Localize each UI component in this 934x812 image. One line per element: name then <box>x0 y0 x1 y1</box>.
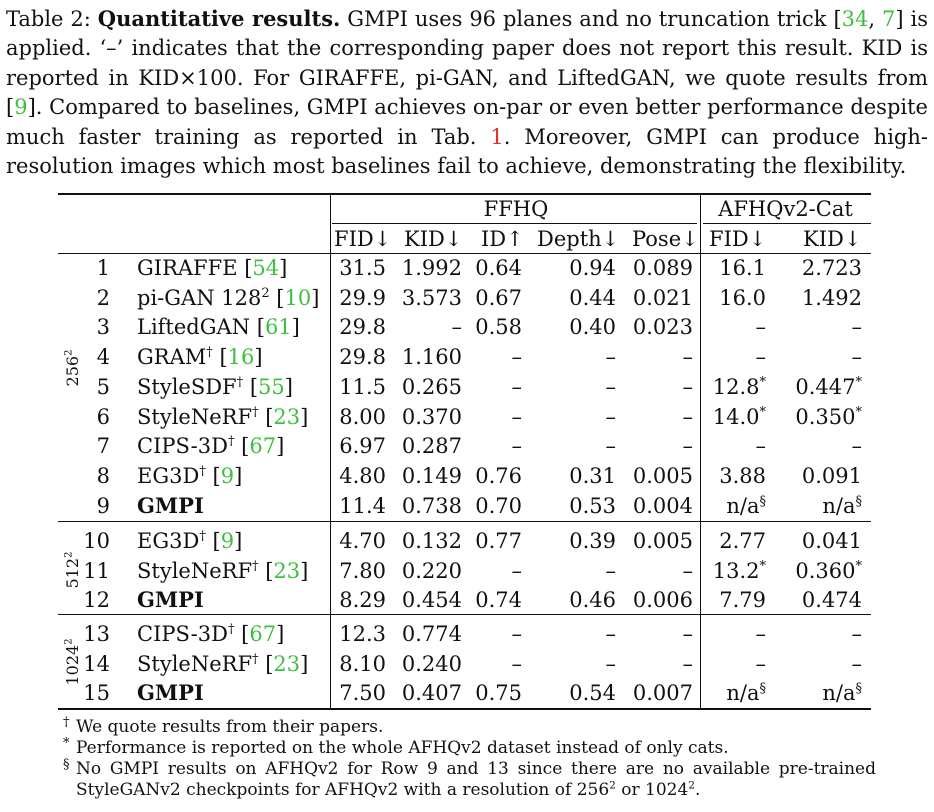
cell-ffhq-fid: 31.5 <box>339 256 386 280</box>
cell-afhq-fid: n/a§ <box>726 681 766 705</box>
cell-afhq-kid: n/a§ <box>822 494 862 518</box>
cell-ffhq-kid: 0.407 <box>401 681 462 705</box>
cell-afhq-kid: 0.360* <box>795 559 862 583</box>
cell-afhq-kid: 0.091 <box>801 464 862 488</box>
cell-ffhq-kid: 1.992 <box>401 256 462 280</box>
cell-ffhq-depth: – <box>605 559 616 583</box>
cell-ffhq-pose: – <box>682 622 693 646</box>
method-name: GRAM† [16] <box>137 345 263 369</box>
caption-text: ]. Compared to baselines, GMPI achieves on-par or even better performance despite much faster training as reported in Tab. <box>6 95 928 149</box>
citation-link[interactable]: 23 <box>273 405 301 429</box>
cell-ffhq-depth: – <box>605 434 616 458</box>
footnote-section: § No GMPI results on AFHQv2 for Row 9 and 13 since there are no available pre-trained StyleGANv2 checkpoints for AFHQv2 with a resolution of $256^2$ or 1024$^2$. <box>63 757 876 800</box>
cell-ffhq-fid: 12.3 <box>339 622 386 646</box>
bottom-rule <box>58 708 871 710</box>
cell-ffhq-kid: 0.220 <box>401 559 462 583</box>
row-index: 15 <box>83 681 110 705</box>
method-name: CIPS-3D† [67] <box>137 622 285 646</box>
cell-ffhq-kid: 0.738 <box>401 494 462 518</box>
cell-ffhq-kid: – <box>451 315 462 339</box>
citation-link[interactable]: 67 <box>249 434 277 458</box>
cell-afhq-fid: – <box>755 652 766 676</box>
row-index: 3 <box>96 315 110 339</box>
row-index: 13 <box>83 622 110 646</box>
cell-afhq-kid: 0.350* <box>795 405 862 429</box>
cell-ffhq-id: – <box>511 405 522 429</box>
citation-link[interactable]: 55 <box>258 375 285 399</box>
cell-afhq-kid: – <box>851 434 862 458</box>
cell-ffhq-kid: 0.454 <box>401 588 462 612</box>
group-rule <box>58 521 871 522</box>
cell-ffhq-pose: – <box>682 345 693 369</box>
cell-afhq-fid: 13.2* <box>712 559 766 583</box>
cell-ffhq-fid: 8.29 <box>339 588 386 612</box>
citation-link[interactable]: 54 <box>252 256 280 280</box>
row-index: 6 <box>96 405 110 429</box>
method-name: GIRAFFE [54] <box>137 256 288 280</box>
cell-ffhq-pose: 0.023 <box>632 315 693 339</box>
row-index: 2 <box>96 286 110 310</box>
cell-ffhq-kid: 0.240 <box>401 652 462 676</box>
col-header-ffhq-depth: Depth↓ <box>537 227 620 251</box>
row-index: 14 <box>83 652 110 676</box>
cell-ffhq-pose: – <box>682 375 693 399</box>
method-name: StyleNeRF† [23] <box>137 652 309 676</box>
cell-ffhq-id: 0.70 <box>475 494 522 518</box>
ffhq-cmidrule <box>332 223 697 224</box>
cell-ffhq-pose: – <box>682 434 693 458</box>
cell-ffhq-id: – <box>511 345 522 369</box>
cell-ffhq-depth: 0.40 <box>569 315 616 339</box>
cell-ffhq-pose: – <box>682 652 693 676</box>
citation-link[interactable]: 9 <box>220 529 235 553</box>
cell-ffhq-fid: 8.10 <box>339 652 386 676</box>
citation-link[interactable]: 23 <box>273 652 301 676</box>
caption-text: ] is applied. ‘–’ indicates that the corresponding paper does not report this result. KID is reported in KID×100. For GIRAFFE, pi-GAN, and LiftedGAN, we quote results from [ <box>6 7 928 120</box>
cell-ffhq-kid: 3.573 <box>401 286 462 310</box>
cell-ffhq-id: – <box>511 652 522 676</box>
cell-ffhq-fid: 8.00 <box>339 405 386 429</box>
cell-ffhq-fid: 29.9 <box>339 286 386 310</box>
cell-ffhq-id: 0.77 <box>475 529 522 553</box>
caption-text: . Moreover, GMPI can produce high-resolution images which most baselines fail to achieve, demonstrating the flexibility. <box>6 124 928 179</box>
cell-ffhq-pose: 0.006 <box>632 588 693 612</box>
citation-link[interactable]: 61 <box>264 315 292 339</box>
cell-afhq-kid: 0.474 <box>801 588 862 612</box>
cell-ffhq-depth: 0.39 <box>569 529 616 553</box>
cell-ffhq-depth: – <box>605 405 616 429</box>
method-name: CIPS-3D† [67] <box>137 434 285 458</box>
cell-ffhq-fid: 7.80 <box>339 559 386 583</box>
citation-link[interactable]: 34 <box>841 7 869 31</box>
method-name: EG3D† [9] <box>137 529 243 553</box>
group-rule <box>58 614 871 615</box>
cell-ffhq-depth: 0.31 <box>569 464 616 488</box>
cell-ffhq-depth: – <box>605 345 616 369</box>
cell-afhq-kid: 0.447* <box>795 375 862 399</box>
cell-ffhq-pose: 0.005 <box>632 464 693 488</box>
cell-afhq-kid: 1.492 <box>801 286 862 310</box>
row-index: 5 <box>96 375 110 399</box>
cell-ffhq-pose: 0.004 <box>632 494 693 518</box>
cell-afhq-fid: – <box>755 434 766 458</box>
cell-ffhq-pose: 0.005 <box>632 529 693 553</box>
cell-ffhq-pose: – <box>682 559 693 583</box>
method-name: GMPI <box>137 493 204 518</box>
cell-ffhq-id: 0.74 <box>475 588 522 612</box>
cell-afhq-fid: – <box>755 622 766 646</box>
method-name: StyleSDF† [55] <box>137 375 293 399</box>
cell-ffhq-kid: 0.370 <box>401 405 462 429</box>
cell-ffhq-depth: 0.54 <box>569 681 616 705</box>
cell-afhq-fid: 3.88 <box>719 464 766 488</box>
method-name: EG3D† [9] <box>137 464 243 488</box>
header-rule <box>58 253 871 254</box>
cell-afhq-kid: 0.041 <box>801 529 862 553</box>
table-reference-link[interactable]: 1 <box>490 124 504 149</box>
footnote-dagger: † We quote results from their papers. <box>63 715 384 737</box>
cell-ffhq-fid: 11.4 <box>339 494 386 518</box>
citation-link[interactable]: 23 <box>273 559 301 583</box>
cell-ffhq-kid: 0.149 <box>401 464 462 488</box>
cell-ffhq-fid: 29.8 <box>339 315 386 339</box>
method-name: LiftedGAN [61] <box>137 315 300 339</box>
citation-link[interactable]: 16 <box>227 345 255 369</box>
cell-ffhq-id: 0.67 <box>475 286 522 310</box>
citation-link[interactable]: 7 <box>882 7 896 31</box>
cell-ffhq-id: 0.76 <box>475 464 522 488</box>
cell-afhq-kid: – <box>851 315 862 339</box>
cell-afhq-fid: 7.79 <box>719 588 766 612</box>
resolution-label-1024: 1024$^2$ <box>63 638 82 686</box>
col-header-ffhq-id: ID↑ <box>481 227 524 251</box>
col-header-ffhq-fid: FID↓ <box>334 227 392 251</box>
row-index: 8 <box>96 464 110 488</box>
afhq-cmidrule <box>703 223 871 224</box>
cell-ffhq-pose: 0.007 <box>632 681 693 705</box>
cell-afhq-fid: – <box>755 315 766 339</box>
cell-ffhq-kid: 0.265 <box>401 375 462 399</box>
cell-afhq-kid: 2.723 <box>801 256 862 280</box>
col-header-ffhq-pose: Pose↓ <box>632 227 699 251</box>
method-name: GMPI <box>137 680 204 705</box>
table-caption <box>6 4 928 181</box>
citation-link[interactable]: 9 <box>220 464 235 488</box>
caption-title: Quantitative results. <box>97 6 341 31</box>
cell-ffhq-fid: 29.8 <box>339 345 386 369</box>
cell-ffhq-depth: – <box>605 622 616 646</box>
cell-ffhq-fid: 4.70 <box>339 529 386 553</box>
citation-link[interactable]: 67 <box>249 622 277 646</box>
method-name: StyleNeRF† [23] <box>137 559 309 583</box>
afhq-header: AFHQv2-Cat <box>718 197 853 221</box>
caption-text: GMPI uses 96 planes and no truncation trick [ <box>347 7 842 31</box>
row-index: 7 <box>96 434 110 458</box>
cell-ffhq-depth: 0.94 <box>569 256 616 280</box>
cell-ffhq-kid: 0.774 <box>401 622 462 646</box>
cell-ffhq-depth: 0.44 <box>569 286 616 310</box>
cell-ffhq-depth: 0.53 <box>569 494 616 518</box>
cell-ffhq-id: – <box>511 622 522 646</box>
cell-ffhq-id: 0.75 <box>475 681 522 705</box>
row-index: 11 <box>83 559 110 583</box>
cell-ffhq-kid: 1.160 <box>401 345 462 369</box>
caption-label: Table 2: <box>6 7 91 31</box>
method-name: GMPI <box>137 587 204 612</box>
cell-ffhq-fid: 6.97 <box>339 434 386 458</box>
cell-afhq-fid: 12.8* <box>712 375 766 399</box>
cell-afhq-kid: – <box>851 652 862 676</box>
resolution-label-512: $512^2$ <box>63 551 82 589</box>
cell-ffhq-fid: 7.50 <box>339 681 386 705</box>
cell-afhq-kid: n/a§ <box>822 681 862 705</box>
cell-ffhq-kid: 0.132 <box>401 529 462 553</box>
col-header-afhq-kid: KID↓ <box>803 227 862 251</box>
cell-ffhq-id: – <box>511 559 522 583</box>
cell-ffhq-pose: – <box>682 405 693 429</box>
cell-ffhq-depth: 0.46 <box>569 588 616 612</box>
cell-ffhq-pose: 0.089 <box>632 256 693 280</box>
col-header-ffhq-kid: KID↓ <box>404 227 463 251</box>
top-rule <box>58 193 871 195</box>
cell-ffhq-fid: 11.5 <box>339 375 386 399</box>
cell-afhq-kid: – <box>851 622 862 646</box>
citation-link[interactable]: 10 <box>284 286 312 310</box>
cell-ffhq-id: 0.64 <box>475 256 522 280</box>
cell-ffhq-id: – <box>511 375 522 399</box>
method-name: pi-GAN $128^2$ [10] <box>137 286 320 310</box>
row-index: 4 <box>96 345 110 369</box>
cell-afhq-fid: – <box>755 345 766 369</box>
cell-ffhq-depth: – <box>605 375 616 399</box>
row-index: 12 <box>83 588 110 612</box>
cell-afhq-fid: 2.77 <box>719 529 766 553</box>
cell-afhq-fid: 14.0* <box>712 405 766 429</box>
footnote-asterisk: * Performance is reported on the whole AFHQv2 dataset instead of only cats. <box>63 736 729 758</box>
cell-ffhq-id: 0.58 <box>475 315 522 339</box>
cell-afhq-kid: – <box>851 345 862 369</box>
row-index: 10 <box>83 529 110 553</box>
cell-afhq-fid: 16.1 <box>719 256 766 280</box>
ffhq-header: FFHQ <box>483 197 549 221</box>
row-index: 9 <box>96 494 110 518</box>
cell-ffhq-id: – <box>511 434 522 458</box>
col-header-afhq-fid: FID↓ <box>709 227 767 251</box>
caption-text: , <box>868 7 882 31</box>
cell-ffhq-depth: – <box>605 652 616 676</box>
cell-ffhq-kid: 0.287 <box>401 434 462 458</box>
row-index: 1 <box>96 256 110 280</box>
cell-ffhq-pose: 0.021 <box>632 286 693 310</box>
cell-ffhq-fid: 4.80 <box>339 464 386 488</box>
citation-link[interactable]: 9 <box>14 95 28 120</box>
method-name: StyleNeRF† [23] <box>137 405 309 429</box>
cell-afhq-fid: 16.0 <box>719 286 766 310</box>
resolution-label-256: $256^2$ <box>63 349 82 387</box>
cell-afhq-fid: n/a§ <box>726 494 766 518</box>
